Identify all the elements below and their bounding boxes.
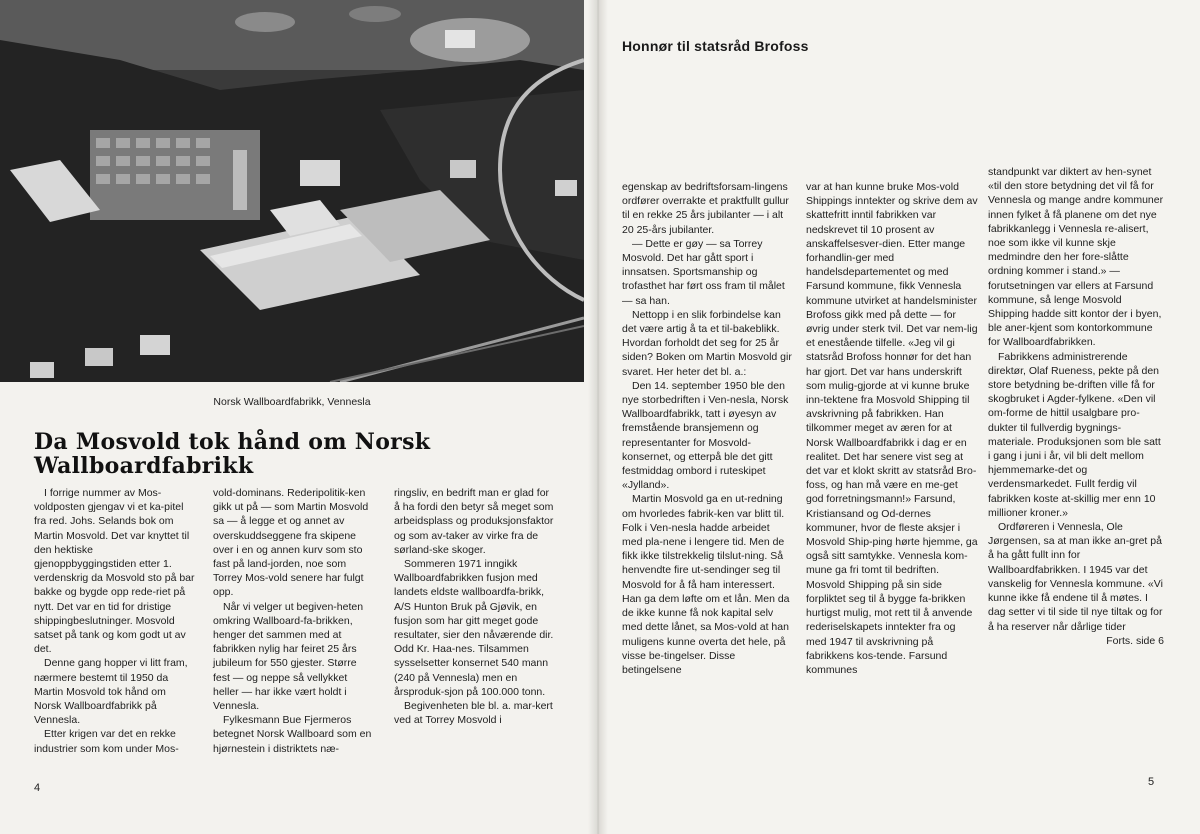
paragraph: Martin Mosvold ga en ut-redning om hvorledes fabrik-ken var blitt til. Folk i Ven-nesla hadde arbeidet med pla-nene i lengere tid. Men de fikk ikke tilstrekkelig tilslut-ning. Så henvendte fire ut-sendinger seg til Mosvold for å få ham interessert. Han ga dem løfte om et lån. Men da de ikke kunne få nok kapital selv med dette lånet, sa Mos-vold at han muligens kunne overta det hele, på visse be-tingelser. Disse betingelsene xyxy=(622,493,790,676)
paragraph: egenskap av bedriftsforsam-lingens ordfører overrakte et praktfullt gullur til en rekke 25 års jubilanter — i alt 20 25-års jubilanter. xyxy=(622,181,789,236)
paragraph: Når vi velger ut begiven-heten omkring Wallboard-fa-brikken, henger det sammen med at fabrikken nylig har feiret 25 års jubileum for 550 gjester. Større fest — og neppe så vellykket heller — har ikke vært holdt i Vennesla. xyxy=(213,600,364,713)
text-column-3 xyxy=(394,486,556,727)
left-page xyxy=(0,0,596,834)
paragraph: Etter krigen var det en rekke industrier som kom under Mos- xyxy=(34,728,179,755)
paragraph: — Dette er gøy — sa Torrey Mosvold. Det har gått sport i innsatsen. Sportsmanship og trofasthet har ført oss fram til målet — sa han. xyxy=(622,237,785,307)
paragraph: Denne gang hopper vi litt fram, nærmere bestemt til 1950 da Martin Mosvold tok hånd om Norsk Wallboardfabrikk på Vennesla. xyxy=(34,657,188,727)
paragraph: var at han kunne bruke Mos-vold Shippings inntekter og skrive dem av skattefritt inntil fabrikken var nedskrevet til 10 prosent av anskaffelsesver-dien. Etter mange forhandlin-ger med handelsdepartementet og med Farsund kommune, fikk Vennesla kommune utvirket at handelsminister Brofoss gikk med på dette — for øvrig under sterk tvil. Det var nem-lig et enestående tilfelle. «Jeg vil gi statsråd Brofoss honnør for det han har gjort. Det var hans underskrift som mulig-gjorde at vi kunne bruke inn-tektene fra Mosvold Shipping til avskrivning på fabrikken. Han tilkommer meget av æren for at Norsk Wallboardfabrikk i dag er en realitet. Det har senere vist seg at det var et klokt skritt av statsråd Bro-foss, og han må være en me-get god forretningsmann!» Farsund, Kristiansand og Od-dernes kommuner, hvor de fleste aksjer i Mosvold Ship-ping hørte hjemme, ga også sitt samtykke. Vennesla kom-mune ga fri tomt til bedriften. Mosvold Shipping på sin side forpliktet seg til å bygge fa-brikken hurtigst mulig, mot rett til å anvende rederiselskapets inntekter fra og med 1947 til avskrivning på fabrikkens kos-tende. Farsund kommunes xyxy=(806,181,978,676)
paragraph: I forrige nummer av Mos-voldposten gjengav vi et ka-pitel fra red. Johs. Selands bok om Martin Mosvold. Det var knyttet til den hektiske gjenoppbyggingstiden etter 1. verdenskrig da Mosvold sto på bar bakke og bygde opp rede-riet på nytt. Det var en tid for dristige shippingbeslutninger. Mosvold satset på tank og kom godt ut av det. xyxy=(34,487,195,656)
paragraph: Den 14. september 1950 ble den nye storbedriften i Ven-nesla, Norsk Wallboardfabrikk, tatt i øyesyn av fremstående bransjemenn og representanter for Mosvold-konsernet, og etterpå ble det gitt festmiddag ombord i ruteskipet «Jylland». xyxy=(622,379,789,492)
page-gutter xyxy=(588,0,608,834)
section-title: Honnør til statsråd Brofoss xyxy=(622,38,809,54)
paragraph: vold-dominans. Rederipolitik-ken gikk ut på — som Martin Mosvold sa — å legge et og annet av overskuddseggene fra skipene over i en og annen kurv som sto fast på land-jorden, noe som Torrey Mos-vold senere har fulgt opp. xyxy=(213,487,369,599)
photo-caption: Norsk Wallboardfabrikk, Vennesla xyxy=(213,396,371,408)
paragraph: Fylkesmann Bue Fjermeros betegnet Norsk Wallboard som en hjørnestein i distriktets næ- xyxy=(213,714,372,755)
text-column-5 xyxy=(806,180,978,677)
paragraph: Fabrikkens administrerende direktør, Olaf Rueness, pekte på den store betydning be-driften ville få for skogbruket i Agder-fylkene. «Den vil om-forme de hittil usalgbare pro-dukter til fullverdig bygnings-materiale. Produksjonen som ble satt i gang i juni i år, vil bli delt mellom hjemmemarke-det og verdensmarkedet. Fullt ferdig vil fabrikken koste at-skillig mer enn 10 millioner kroner.» xyxy=(988,350,1161,519)
paragraph: Begivenheten ble bl. a. mar-kert ved at Torrey Mosvold i xyxy=(394,700,553,727)
continued-note: Forts. side 6 xyxy=(1106,634,1164,647)
paragraph: Sommeren 1971 inngikk Wallboardfabrikken fusjon med landets eldste wallboardfa-brikk, A/S Hunton Bruk på Gjøvik, en fusjon som har gitt meget gode resultater, sier den nåværende dir. Odd Kr. Haa-nes. Tilsammen sysselsetter konsernet 540 mann (240 på Vennesla) men en årsproduk-sjon på 100.000 tonn. xyxy=(394,558,554,698)
paragraph: Ordføreren i Vennesla, Ole Jørgensen, sa at man ikke an-gret på å ha gått fullt inn for Wallboardfabrikken. I 1945 var det vanskelig for Vennesla kommune. «Vi kunne ikke få endene til å møtes. I dag setter vi til side til nye tiltak og for å ha reserver når dårlige tider xyxy=(988,521,1163,633)
text-column-6 xyxy=(988,165,1164,648)
page-number: 4 xyxy=(34,782,41,794)
factory-aerial-photo xyxy=(0,0,584,382)
text-column-1 xyxy=(34,486,196,756)
paragraph: standpunkt var diktert av hen-synet «til den store betydning det vil få for Vennesla og mange andre kommuner innen fylket å få planene om det nye fabrikkanlegg i Vennesla re-alisert, noe som ikke vil kunne skje medmindre den her fore-slåtte ordning kommer i stand.» — forutsetningen var ellers at Farsund kommune, så lenge Mosvold Shipping hadde sitt kontor der i byen, ble aner-kjent som kontorkommune for Wallboardfabrikken. xyxy=(988,166,1164,349)
paragraph: ringsliv, en bedrift man er glad for å ha fordi den betyr så meget som arbeidsplass og produksjonsfaktor og som av-taker av virke fra de sørland-ske skoger. xyxy=(394,487,554,556)
text-column-2 xyxy=(213,486,375,756)
article-headline: Da Mosvold tok hånd om Norsk Wallboardfabrikk xyxy=(34,429,431,479)
page-number: 5 xyxy=(1148,776,1155,788)
text-column-4 xyxy=(622,180,792,677)
paragraph: Nettopp i en slik forbindelse kan det være artig å ta et til-bakeblikk. Hvordan forholdt det seg for 25 år siden? Boken om Martin Mosvold gir svaret. Her heter det bl. a.: xyxy=(622,308,792,378)
